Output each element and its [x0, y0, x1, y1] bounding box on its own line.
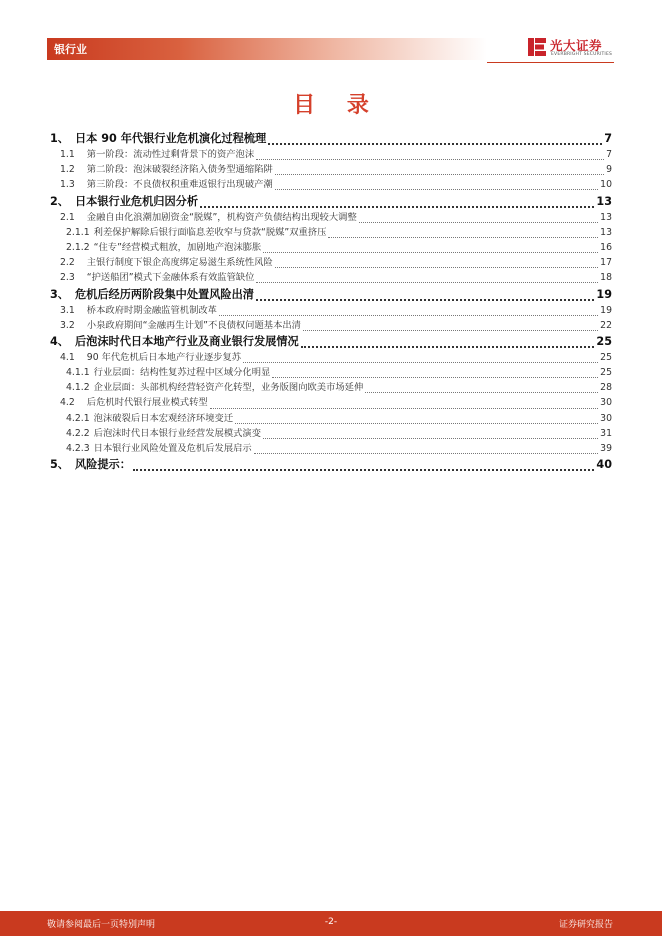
- toc-entry-page: 17: [600, 257, 612, 269]
- toc-entry-title: 日本银行业风险处置及危机后发展启示: [93, 443, 252, 454]
- toc-entry-number: 2.2: [60, 257, 75, 269]
- toc-entry-title: 第二阶段：泡沫破裂经济陷入债务型通缩陷阱: [86, 164, 273, 176]
- toc-entry-page: 30: [600, 412, 612, 424]
- toc-dot-leader: [210, 398, 598, 409]
- toc-entry[interactable]: [50, 162, 612, 177]
- toc-entry[interactable]: [50, 225, 612, 240]
- toc-entry[interactable]: [50, 456, 612, 473]
- toc-entry-title: 90 年代危机后日本地产行业逐步复苏: [86, 351, 242, 363]
- toc-entry-title: 日本 90 年代银行业危机演化过程梳理: [74, 132, 267, 145]
- toc-entry[interactable]: [50, 303, 612, 318]
- toc-entry-title: 企业层面：头部机构经营轻资产化转型，业务版图向欧美市场延伸: [93, 382, 364, 394]
- toc-entry[interactable]: [50, 270, 612, 285]
- toc-entry-number: 2.1: [60, 211, 75, 223]
- toc-entry-page: 25: [596, 334, 612, 348]
- toc-entry[interactable]: [50, 177, 612, 192]
- toc-entry-number: 3、: [50, 287, 69, 301]
- toc-entry-title: “住专”经营模式粗放，加剧地产泡沫膨胀: [93, 241, 262, 253]
- toc-dot-leader: [272, 367, 598, 378]
- toc-entry-page: 25: [600, 351, 612, 363]
- toc-entry-number: 1.3: [60, 179, 75, 191]
- toc-entry-page: 19: [600, 304, 612, 316]
- toc-dot-leader: [359, 212, 598, 223]
- toc-dot-leader: [275, 164, 604, 175]
- toc-entry-title: 主银行制度下银企高度绑定易滋生系统性风险: [86, 257, 273, 269]
- toc-entry-number: 4.2.2: [66, 427, 90, 439]
- toc-entry[interactable]: [50, 240, 612, 255]
- footer-report-type: 证券研究报告: [558, 920, 613, 930]
- toc-entry-number: 2.3: [60, 272, 75, 284]
- header-bar: [47, 38, 487, 60]
- toc-entry-number: 1.2: [60, 164, 75, 176]
- toc-entry-title: 后危机时代银行展业模式转型: [86, 397, 208, 409]
- toc-entry[interactable]: [50, 350, 612, 365]
- toc-entry[interactable]: [50, 318, 612, 333]
- toc-entry-title: 风险提示：: [74, 458, 131, 472]
- toc-entry-title: “护送船团”模式下金融体系有效监管缺位: [86, 272, 255, 284]
- toc-entry-title: 第三阶段：不良债权积重难返银行出现破产潮: [86, 179, 273, 191]
- toc-entry-title: 桥本政府时期金融监管机制改革: [86, 304, 217, 316]
- toc-entry-number: 2、: [50, 194, 69, 208]
- toc-dot-leader: [303, 320, 598, 331]
- toc-entry[interactable]: [50, 426, 612, 441]
- toc-dot-leader: [256, 149, 604, 160]
- toc-dot-leader: [263, 428, 598, 439]
- toc-entry-title: 金融自由化浪潮加剧资金“脱媒”，机构资产负债结构出现较大调整: [86, 211, 357, 223]
- toc-entry-number: 4.2.3: [66, 443, 90, 454]
- toc-entry-page: 22: [600, 319, 612, 331]
- footer-disclaimer: 敬请参阅最后一页特别声明: [47, 920, 156, 930]
- toc-dot-leader: [275, 257, 598, 268]
- toc-entry-number: 4.1.1: [66, 367, 90, 379]
- toc-entry-page: 10: [600, 179, 612, 191]
- toc-entry[interactable]: [50, 286, 612, 303]
- toc-dot-leader: [219, 305, 598, 316]
- logo-chinese-name: 光大证券: [550, 38, 603, 53]
- toc-entry-number: 4、: [50, 334, 69, 348]
- toc-entry-page: 7: [606, 149, 612, 160]
- toc-dot-leader: [268, 132, 602, 145]
- toc-entry-title: 第一阶段：流动性过剩背景下的资产泡沫: [86, 149, 255, 160]
- toc-entry-page: 30: [600, 397, 612, 409]
- logo-english-name: EVERBRIGHT SECURITIES: [551, 52, 613, 57]
- toc-entry-page: 18: [600, 272, 612, 284]
- toc-entry-title: 后泡沫时代日本地产行业及商业银行发展情况: [74, 334, 299, 348]
- toc-entry-page: 13: [600, 226, 612, 238]
- table-of-contents: [50, 130, 612, 473]
- toc-dot-leader: [235, 413, 598, 424]
- toc-entry-number: 4.2: [60, 397, 75, 409]
- toc-dot-leader: [365, 382, 598, 393]
- toc-entry[interactable]: [50, 441, 612, 456]
- section-label: 银行业: [54, 43, 87, 56]
- toc-dot-leader: [243, 352, 598, 363]
- toc-entry-title: 利差保护解除后银行面临息差收窄与贷款“脱媒”双重挤压: [93, 226, 327, 238]
- toc-entry-page: 19: [596, 287, 612, 301]
- toc-entry-title: 危机后经历两阶段集中处置风险出清: [74, 287, 254, 301]
- header-divider: [487, 62, 614, 63]
- toc-entry-number: 4.2.1: [66, 412, 90, 424]
- toc-entry-page: 13: [596, 194, 612, 208]
- toc-entry-page: 28: [600, 382, 612, 394]
- toc-dot-leader: [275, 179, 598, 190]
- toc-entry-title: 小泉政府期间“金融再生计划”不良债权问题基本出清: [86, 319, 301, 331]
- toc-entry-number: 1.1: [60, 149, 75, 160]
- toc-entry-page: 25: [600, 367, 612, 379]
- toc-entry-number: 1、: [50, 132, 69, 145]
- toc-entry[interactable]: [50, 210, 612, 225]
- toc-entry[interactable]: [50, 193, 612, 210]
- toc-dot-leader: [328, 227, 598, 238]
- toc-entry[interactable]: [50, 255, 612, 270]
- everbright-logo-icon: [526, 36, 548, 58]
- toc-entry-page: 7: [604, 132, 612, 145]
- toc-entry-number: 2.1.2: [66, 241, 90, 253]
- toc-entry-page: 40: [596, 458, 612, 472]
- footer-page-number: -2-: [324, 917, 338, 927]
- toc-entry-page: 9: [606, 164, 612, 176]
- toc-dot-leader: [254, 443, 598, 454]
- toc-entry[interactable]: [50, 333, 612, 350]
- toc-dot-leader: [263, 242, 598, 253]
- toc-dot-leader: [256, 272, 598, 283]
- toc-entry-number: 2.1.1: [66, 226, 90, 238]
- toc-entry[interactable]: [50, 380, 612, 395]
- toc-entry-page: 39: [600, 443, 612, 454]
- toc-entry[interactable]: [50, 411, 612, 426]
- toc-entry[interactable]: [50, 147, 612, 162]
- toc-entry[interactable]: [50, 395, 612, 410]
- toc-entry-number: 4.1: [60, 351, 75, 363]
- toc-entry-number: 4.1.2: [66, 382, 90, 394]
- toc-entry-page: 13: [600, 211, 612, 223]
- toc-dot-leader: [200, 195, 594, 208]
- toc-entry[interactable]: [50, 130, 612, 147]
- toc-entry-page: 31: [600, 427, 612, 439]
- toc-entry-number: 3.1: [60, 304, 75, 316]
- company-logo: [526, 35, 616, 63]
- toc-entry-page: 16: [600, 241, 612, 253]
- toc-dot-leader: [256, 288, 594, 301]
- toc-entry-number: 3.2: [60, 319, 75, 331]
- toc-entry-title: 行业层面：结构性复苏过程中区域分化明显: [93, 367, 271, 379]
- toc-entry-title: 泡沫破裂后日本宏观经济环境变迁: [93, 412, 234, 424]
- toc-entry[interactable]: [50, 365, 612, 380]
- toc-dot-leader: [301, 335, 595, 348]
- toc-entry-number: 5、: [50, 458, 69, 472]
- toc-dot-leader: [133, 458, 594, 471]
- toc-entry-title: 日本银行业危机归因分析: [74, 194, 199, 208]
- toc-title: 目 录: [293, 93, 381, 118]
- toc-entry-title: 后泡沫时代日本银行业经营发展模式演变: [93, 427, 262, 439]
